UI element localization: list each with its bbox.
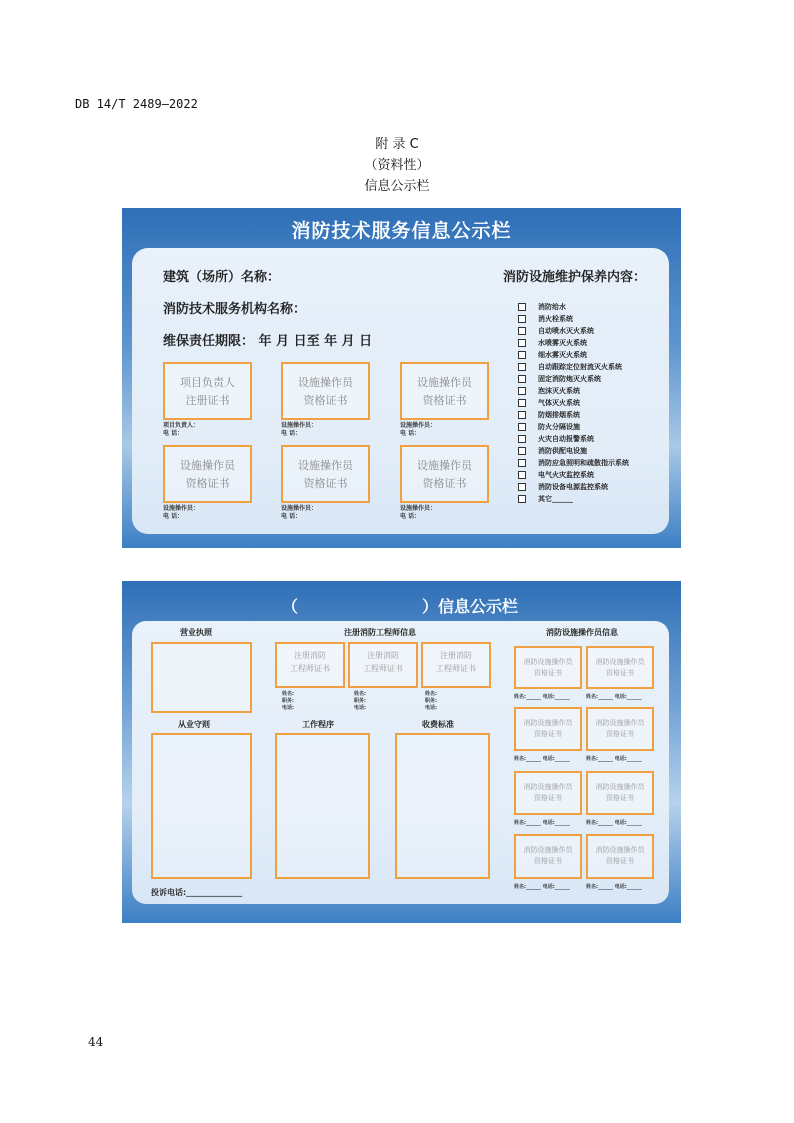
checkbox[interactable] (518, 459, 526, 467)
engineer-cert: 注册消防 工程师证书 (348, 642, 418, 688)
checklist-item[interactable]: 防烟排烟系统 (518, 409, 629, 421)
operator-caption: 姓名:______ 电话:______ (514, 820, 570, 826)
checklist-item[interactable]: 火灾自动报警系统 (518, 433, 629, 445)
operator-caption: 姓名:______ 电话:______ (514, 756, 570, 762)
business-license-label: 营业执照 (180, 628, 212, 637)
operator-cert: 消防设施操作员 资格证书 (514, 834, 582, 879)
checklist-item[interactable]: 消火栓系统 (518, 313, 629, 325)
cert-operator (400, 445, 489, 503)
cert-operator (281, 362, 370, 420)
cert-caption: 设施操作员： 电 话： (163, 505, 200, 520)
service-org-label: 消防技术服务机构名称： (163, 302, 307, 317)
cert-line2: 资格证书 (422, 394, 467, 407)
checkbox[interactable] (518, 483, 526, 491)
appendix-label: 附 录 C (375, 137, 419, 152)
checklist-item[interactable]: 其它______ (518, 493, 629, 505)
checklist-item[interactable]: 气体灭火系统 (518, 397, 629, 409)
checklist-item[interactable]: 电气火灾监控系统 (518, 469, 629, 481)
fees-label: 收费标准 (422, 720, 454, 729)
procedure-frame (275, 733, 370, 879)
engineer-caption: 姓名: 职务: 电话: (425, 691, 437, 711)
info-board (122, 581, 681, 923)
checklist-item[interactable]: 防火分隔设施 (518, 421, 629, 433)
checklist-item[interactable]: 水喷雾灭火系统 (518, 337, 629, 349)
checklist-item[interactable]: 消防设备电源监控系统 (518, 481, 629, 493)
checkbox[interactable] (518, 471, 526, 479)
operator-cert: 消防设施操作员 资格证书 (586, 834, 654, 879)
operator-caption: 姓名:______ 电话:______ (586, 884, 642, 890)
checkbox[interactable] (518, 447, 526, 455)
operator-caption: 姓名:______ 电话:______ (586, 820, 642, 826)
cert-caption: 设施操作员： 电 话： (400, 505, 437, 520)
operator-caption: 姓名:______ 电话:______ (514, 694, 570, 700)
operator-cert: 消防设施操作员 资格证书 (514, 646, 582, 689)
checkbox[interactable] (518, 315, 526, 323)
checkbox[interactable] (518, 423, 526, 431)
cert-caption: 设施操作员： 电 话： (400, 422, 437, 437)
cert-caption: 设施操作员： 电 话： (281, 422, 318, 437)
cert-line1: 设施操作员 (180, 459, 235, 472)
operator-cert: 消防设施操作员 资格证书 (586, 771, 654, 815)
checklist-item[interactable]: 泡沫灭火系统 (518, 385, 629, 397)
operator-caption: 姓名:______ 电话:______ (514, 884, 570, 890)
checkbox[interactable] (518, 399, 526, 407)
cert-project-lead (163, 362, 252, 420)
maintenance-content-label: 消防设施维护保养内容： (503, 270, 647, 285)
checkbox[interactable] (518, 435, 526, 443)
maintenance-period-label: 维保责任期限： 年 月 日至 年 月 日 (163, 334, 373, 349)
operator-info-label: 消防设施操作员信息 (546, 628, 618, 637)
title-open-paren: （ (282, 597, 299, 616)
cert-line2: 资格证书 (303, 394, 348, 407)
cert-caption: 设施操作员： 电 话： (281, 505, 318, 520)
page-number: 44 (88, 1035, 104, 1049)
procedure-label: 工作程序 (302, 720, 334, 729)
building-name-label: 建筑（场所）名称： (163, 270, 281, 285)
title-text: ）信息公示栏 (422, 597, 519, 616)
cert-line1: 项目负责人 (180, 376, 235, 389)
checkbox[interactable] (518, 339, 526, 347)
checklist-item[interactable]: 消防应急照明和疏散指示系统 (518, 457, 629, 469)
tech-service-board (122, 208, 681, 548)
checkbox[interactable] (518, 495, 526, 503)
appendix-nature: （资料性） (364, 158, 430, 173)
operator-cert: 消防设施操作员 资格证书 (514, 771, 582, 815)
cert-line2: 资格证书 (422, 477, 467, 490)
cert-line1: 设施操作员 (417, 376, 472, 389)
engineer-caption: 姓名: 职务: 电话: (282, 691, 294, 711)
operator-caption: 姓名:______ 电话:______ (586, 694, 642, 700)
engineer-caption: 姓名: 职务: 电话: (354, 691, 366, 711)
checklist-item[interactable]: 消防给水 (518, 301, 629, 313)
engineer-cert: 注册消防 工程师证书 (275, 642, 345, 688)
cert-line1: 设施操作员 (417, 459, 472, 472)
checklist-item[interactable]: 自动喷水灭火系统 (518, 325, 629, 337)
operator-cert: 消防设施操作员 资格证书 (514, 707, 582, 751)
cert-operator (281, 445, 370, 503)
board-title: 消防技术服务信息公示栏 (291, 220, 512, 242)
cert-line2: 注册证书 (185, 394, 230, 407)
engineer-info-label: 注册消防工程师信息 (344, 628, 416, 637)
checkbox[interactable] (518, 327, 526, 335)
checkbox[interactable] (518, 387, 526, 395)
checkbox[interactable] (518, 411, 526, 419)
fees-frame (395, 733, 490, 879)
cert-line1: 设施操作员 (298, 376, 353, 389)
appendix-title: 信息公示栏 (364, 179, 430, 194)
checklist-item[interactable]: 固定消防炮灭火系统 (518, 373, 629, 385)
checklist-item[interactable]: 自动跟踪定位射流灭火系统 (518, 361, 629, 373)
business-license-frame (151, 642, 252, 713)
cert-caption: 项目负责人： 电 话： (163, 422, 200, 437)
complaint-phone: 投诉电话:______________ (151, 888, 243, 897)
engineer-cert: 注册消防 工程师证书 (421, 642, 491, 688)
operator-cert: 消防设施操作员 资格证书 (586, 646, 654, 689)
checklist-item[interactable]: 消防供配电设施 (518, 445, 629, 457)
checklist-item[interactable]: 细水雾灭火系统 (518, 349, 629, 361)
cert-operator (400, 362, 489, 420)
cert-line2: 资格证书 (303, 477, 348, 490)
cert-line1: 设施操作员 (298, 459, 353, 472)
checkbox[interactable] (518, 363, 526, 371)
checkbox[interactable] (518, 351, 526, 359)
operator-caption: 姓名:______ 电话:______ (586, 756, 642, 762)
standard-number: DB 14/T 2489—2022 (75, 97, 198, 111)
conduct-frame (151, 733, 252, 879)
conduct-label: 从业守则 (178, 720, 210, 729)
cert-line2: 资格证书 (185, 477, 230, 490)
checkbox[interactable] (518, 303, 526, 311)
cert-operator (163, 445, 252, 503)
operator-cert: 消防设施操作员 资格证书 (586, 707, 654, 751)
maintenance-checklist (518, 301, 629, 505)
checkbox[interactable] (518, 375, 526, 383)
